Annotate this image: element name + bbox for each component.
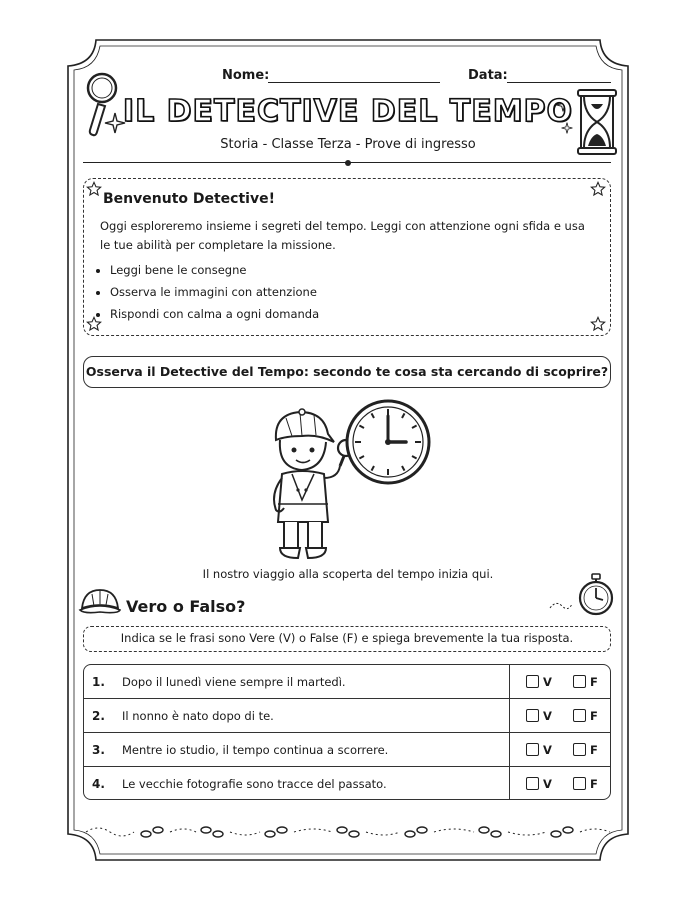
illustration-caption: Il nostro viaggio alla scoperta del tempo inizia qui. [202,567,494,581]
false-checkbox[interactable] [573,743,598,757]
star-icon [590,316,606,332]
date-field[interactable] [507,82,611,83]
item-statement: Dopo il lunedì viene sempre il martedì. [122,675,346,689]
item-statement: Il nonno è nato dopo di te. [122,709,274,723]
welcome-box [83,178,611,336]
table-row [84,665,610,699]
false-checkbox[interactable] [573,709,598,723]
welcome-intro: Oggi esploreremo insieme i segreti del tempo. Leggi con attenzione ogni sfida e usa le tue abilità per completare la missione. [100,219,585,252]
item-number: 4. [92,777,105,791]
item-statement: Le vecchie fotografie sono tracce del passato. [122,777,387,791]
wall-clock-illustration [344,398,432,486]
name-label: Nome: [222,68,270,83]
false-checkbox[interactable] [573,675,598,689]
true-label: V [543,777,552,791]
true-label: V [543,743,552,757]
table-row [84,767,610,800]
section-title-true-false: Vero o Falso? [126,597,246,616]
list-item: • Leggi bene le consegne [110,259,319,281]
observe-question: Osserva il Detective del Tempo: secondo te cosa sta cercando di scoprire? [83,356,611,388]
footprints-icon [84,818,612,844]
welcome-list [90,259,319,325]
table-row [84,733,610,767]
detective-hat-icon [78,586,122,616]
false-label: F [590,709,598,723]
divider-dot [342,157,354,169]
true-checkbox[interactable] [526,777,552,791]
item-number: 3. [92,743,105,757]
column-divider [509,699,510,733]
false-checkbox[interactable] [573,777,598,791]
false-label: F [590,743,598,757]
stopwatch-icon [548,570,614,618]
false-label: F [590,777,598,791]
column-divider [509,665,510,699]
column-divider [509,767,510,800]
item-number: 2. [92,709,105,723]
true-false-table [83,664,611,800]
detective-boy-illustration [262,404,354,562]
false-label: F [590,675,598,689]
page-subtitle: Storia - Classe Terza - Prove di ingresso [220,137,476,152]
page-title: IL DETECTIVE DEL TEMPO [122,94,574,129]
true-label: V [543,709,552,723]
list-item: • Osserva le immagini con attenzione [110,281,319,303]
star-icon [86,316,102,332]
true-label: V [543,675,552,689]
star-icon [86,181,102,197]
list-item: • Rispondi con calma a ogni domanda [110,303,319,325]
date-label: Data: [468,68,508,83]
true-checkbox[interactable] [526,709,552,723]
true-checkbox[interactable] [526,675,552,689]
item-statement: Mentre io studio, il tempo continua a scorrere. [122,743,389,757]
column-divider [509,733,510,767]
true-false-instructions: Indica se le frasi sono Vere (V) o False (F) e spiega brevemente la tua risposta. [83,626,611,652]
true-checkbox[interactable] [526,743,552,757]
welcome-heading: Benvenuto Detective! [103,191,275,207]
table-row [84,699,610,733]
name-field[interactable] [268,82,440,83]
star-icon [590,181,606,197]
item-number: 1. [92,675,105,689]
